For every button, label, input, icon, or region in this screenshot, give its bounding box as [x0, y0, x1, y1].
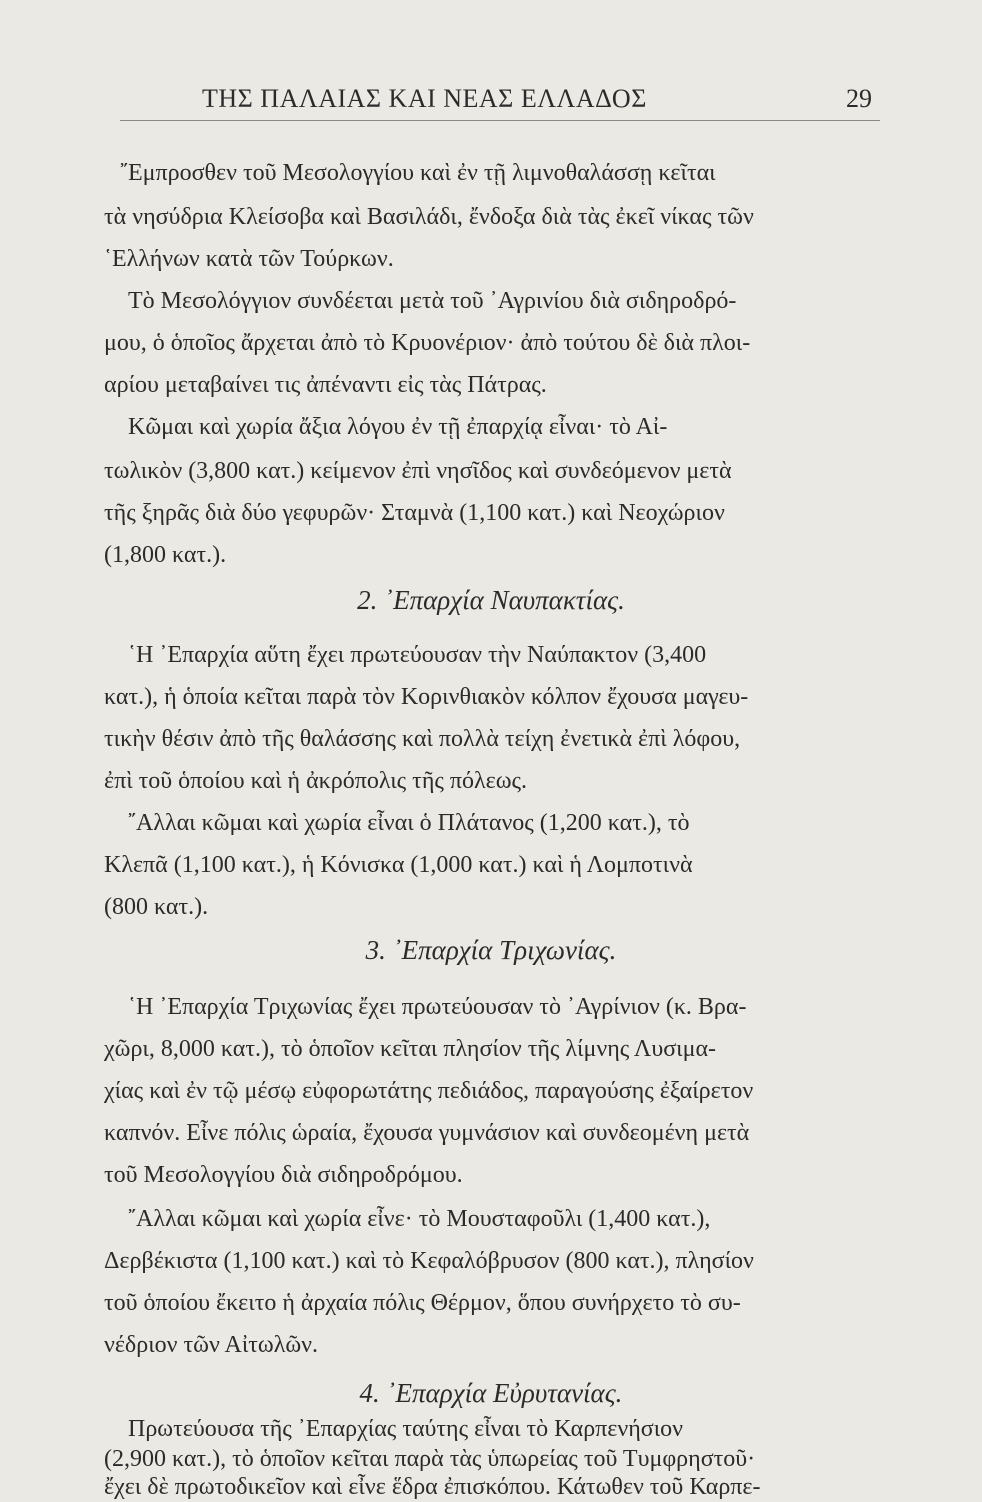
text-line: τωλικὸν (3,800 κατ.) κείμενον ἐπὶ νησῖδος καὶ συνδεόμενον μετὰ	[104, 458, 732, 484]
text-line: νέδριον τῶν Αἰτωλῶν.	[104, 1332, 319, 1358]
text-line: ῾Η ᾿Επαρχία αὕτη ἔχει πρωτεύουσαν τὴν Ναύπακτον (3,400	[128, 642, 707, 668]
text-line: Δερβέκιστα (1,100 κατ.) καὶ τὸ Κεφαλόβρυσον (800 κατ.), πλησίον	[104, 1248, 754, 1274]
section-heading: 4. ᾿Επαρχία Εὐρυτανίας.	[359, 1378, 623, 1408]
page-number: 29	[846, 84, 872, 113]
text-line: ῾Η ᾿Επαρχία Τριχωνίας ἔχει πρωτεύουσαν τὸ ᾿Αγρίνιον (κ. Βρα-	[128, 994, 747, 1020]
text-line: (1,800 κατ.).	[104, 542, 227, 568]
text-line: τὰ νησύδρια Κλείσοβα καὶ Βασιλάδι, ἔνδοξα διὰ τὰς ἐκεῖ νίκας τῶν	[104, 204, 754, 230]
text-line: καπνόν. Εἶνε πόλις ὡραία, ἔχουσα γυμνάσιον καὶ συνδεομένη μετὰ	[104, 1120, 750, 1146]
text-line: μου, ὁ ὁποῖος ἄρχεται ἀπὸ τὸ Κρυονέριον· ἀπὸ τούτου δὲ διὰ πλοι-	[104, 330, 751, 356]
text-line: τικὴν θέσιν ἀπὸ τῆς θαλάσσης καὶ πολλὰ τείχη ἐνετικὰ ἐπὶ λόφου,	[104, 726, 741, 752]
text-line: (2,900 κατ.), τὸ ὁποῖον κεῖται παρὰ τὰς ὑπωρείας τοῦ Τυμφρηστοῦ·	[104, 1446, 756, 1472]
text-line: Πρωτεύουσα τῆς ᾿Επαρχίας ταύτης εἶναι τὸ Καρπενήσιον	[128, 1416, 684, 1442]
text-line: (800 κατ.).	[104, 894, 209, 920]
text-line: Κῶμαι καὶ χωρία ἄξια λόγου ἐν τῇ ἐπαρχίᾳ εἶναι· τὸ Αἰ-	[128, 414, 668, 440]
text-line: αρίου μεταβαίνει τις ἀπέναντι εἰς τὰς Πάτρας.	[104, 372, 547, 398]
text-line: Κλεπᾶ (1,100 κατ.), ἡ Κόνισκα (1,000 κατ.) καὶ ἡ Λομποτινὰ	[104, 852, 693, 878]
text-line: ῎Αλλαι κῶμαι καὶ χωρία εἶνε· τὸ Μουσταφοῦλι (1,400 κατ.),	[128, 1206, 711, 1232]
text-line: ῎Αλλαι κῶμαι καὶ χωρία εἶναι ὁ Πλάτανος (1,200 κατ.), τὸ	[128, 810, 690, 836]
text-line: ῎Εμπροσθεν τοῦ Μεσολογγίου καὶ ἐν τῇ λιμνοθαλάσσῃ κεῖται	[120, 160, 716, 186]
text-line: τοῦ ὁποίου ἔκειτο ἡ ἀρχαία πόλις Θέρμον, ὅπου συνήρχετο τὸ συ-	[104, 1290, 741, 1316]
text-line: τοῦ Μεσολογγίου διὰ σιδηροδρόμου.	[104, 1162, 463, 1188]
text-line: χίας καὶ ἐν τῷ μέσῳ εὐφορωτάτης πεδιάδος, παραγούσης ἐξαίρετον	[104, 1078, 754, 1104]
section-heading: 2. ᾿Επαρχία Ναυπακτίας.	[357, 585, 625, 615]
text-line: Τὸ Μεσολόγγιον συνδέεται μετὰ τοῦ ᾿Αγρινίου διὰ σιδηροδρό-	[128, 288, 737, 314]
text-line: ῾Ελλήνων κατὰ τῶν Τούρκων.	[104, 246, 394, 272]
page-header	[120, 78, 880, 121]
running-head: ΤΗΣ ΠΑΛΑΙΑΣ ΚΑΙ ΝΕΑΣ ΕΛΛΑΔΟΣ	[202, 84, 647, 113]
text-line: τῆς ξηρᾶς διὰ δύο γεφυρῶν· Σταμνὰ (1,100 κατ.) καὶ Νεοχώριον	[104, 500, 725, 526]
text-line: ἔχει δὲ πρωτοδικεῖον καὶ εἶνε ἕδρα ἐπισκόπου. Κάτωθεν τοῦ Καρπε-	[104, 1474, 761, 1500]
text-line: ἐπὶ τοῦ ὁποίου καὶ ἡ ἀκρόπολις τῆς πόλεως.	[104, 768, 527, 794]
text-line: κατ.), ἡ ὁποία κεῖται παρὰ τὸν Κορινθιακὸν κόλπον ἔχουσα μαγευ-	[104, 684, 749, 710]
text-line: χῶρι, 8,000 κατ.), τὸ ὁποῖον κεῖται πλησίον τῆς λίμνης Λυσιμα-	[104, 1036, 717, 1062]
section-heading: 3. ᾿Επαρχία Τριχωνίας.	[365, 935, 617, 965]
